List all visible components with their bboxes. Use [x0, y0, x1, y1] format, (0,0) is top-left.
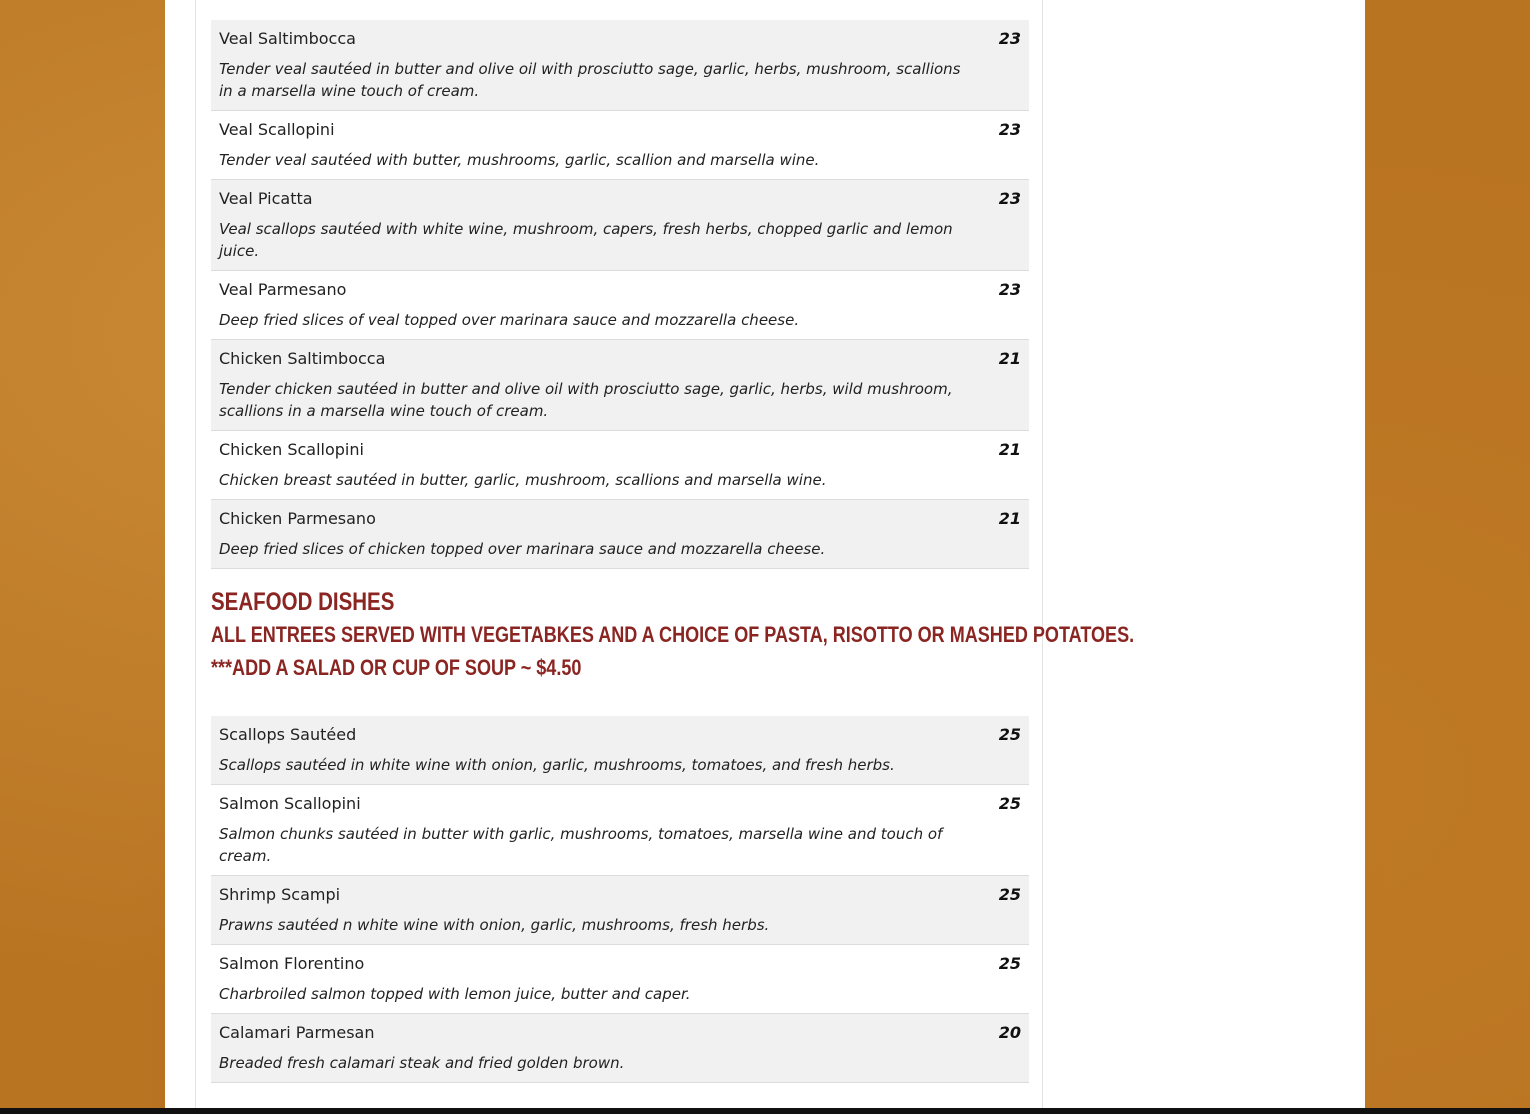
menu-item-salmon-florentino — [211, 945, 1029, 1014]
menu-item-description: Tender veal sautéed with butter, mushrooms, garlic, scallion and marsella wine. — [219, 151, 820, 169]
menu-item-description: Prawns sautéed n white wine with onion, garlic, mushrooms, fresh herbs. — [219, 916, 770, 934]
entree-menu-list — [211, 20, 1029, 569]
menu-item-name: Veal Parmesano — [219, 280, 347, 299]
menu-item-calamari-parmesan — [211, 1014, 1029, 1083]
section-addon-note: ***ADD A SALAD OR CUP OF SOUP ~ $4.50 — [211, 655, 582, 680]
menu-item-veal-scallopini — [211, 111, 1029, 180]
menu-item-description: Scallops sautéed in white wine with onion, garlic, mushrooms, tomatoes, and fresh herbs. — [219, 756, 895, 774]
menu-item-name: Chicken Parmesano — [219, 509, 376, 528]
seafood-section-heading — [211, 586, 1135, 684]
menu-item-chicken-parmesano — [211, 500, 1029, 569]
menu-item-veal-saltimbocca — [211, 20, 1029, 111]
section-note: ALL ENTREES SERVED WITH VEGETABKES AND A CHOICE OF PASTA, RISOTTO OR MASHED POTATOES. — [211, 622, 1135, 647]
menu-item-description: Deep fried slices of veal topped over marinara sauce and mozzarella cheese. — [219, 311, 800, 329]
menu-item-description: Chicken breast sautéed in butter, garlic, mushroom, scallions and marsella wine. — [219, 471, 827, 489]
seafood-menu-list — [211, 716, 1029, 1083]
menu-item-salmon-scallopini — [211, 785, 1029, 876]
menu-item-shrimp-scampi — [211, 876, 1029, 945]
menu-item-price: 23 — [998, 120, 1021, 139]
menu-item-price: 21 — [998, 349, 1021, 368]
menu-item-name: Chicken Saltimbocca — [219, 349, 386, 368]
menu-item-veal-picatta — [211, 180, 1029, 271]
menu-item-price: 25 — [998, 885, 1021, 904]
menu-item-description: Tender chicken sautéed in butter and olive oil with prosciutto sage, garlic, herbs, wild mushroom, scallions in a marsella wine touch of cream. — [219, 380, 953, 420]
menu-item-name: Shrimp Scampi — [219, 885, 341, 904]
menu-item-name: Chicken Scallopini — [219, 440, 364, 459]
menu-item-description: Tender veal sautéed in butter and olive oil with prosciutto sage, garlic, herbs, mushroom, scallions in a marsella wine touch of cream. — [219, 60, 961, 100]
menu-item-scallops-sauteed — [211, 716, 1029, 785]
menu-item-description: Breaded fresh calamari steak and fried golden brown. — [219, 1054, 625, 1072]
footer-bar — [0, 1108, 1530, 1114]
menu-item-description: Deep fried slices of chicken topped over marinara sauce and mozzarella cheese. — [219, 540, 826, 558]
menu-item-name: Calamari Parmesan — [219, 1023, 375, 1042]
menu-item-price: 21 — [998, 509, 1021, 528]
menu-item-description: Salmon chunks sautéed in butter with garlic, mushrooms, tomatoes, marsella wine and touch of cream. — [219, 825, 943, 865]
menu-item-name: Salmon Scallopini — [219, 794, 361, 813]
menu-item-veal-parmesano — [211, 271, 1029, 340]
menu-content — [195, 0, 1135, 1108]
menu-item-description: Charbroiled salmon topped with lemon juice, butter and caper. — [219, 985, 691, 1003]
menu-item-price: 23 — [998, 189, 1021, 208]
section-title: SEAFOOD DISHES — [211, 588, 395, 616]
menu-item-chicken-scallopini — [211, 431, 1029, 500]
menu-item-chicken-saltimbocca — [211, 340, 1029, 431]
menu-item-name: Salmon Florentino — [219, 954, 365, 973]
menu-item-name: Scallops Sautéed — [219, 725, 357, 744]
menu-item-price: 21 — [998, 440, 1021, 459]
menu-item-price: 25 — [998, 725, 1021, 744]
menu-item-price: 25 — [998, 954, 1021, 973]
page-wrapper — [165, 0, 1365, 1108]
menu-item-name: Veal Scallopini — [219, 120, 335, 139]
menu-item-price: 23 — [998, 280, 1021, 299]
menu-item-name: Veal Saltimbocca — [219, 29, 356, 48]
menu-item-name: Veal Picatta — [219, 189, 313, 208]
menu-item-description: Veal scallops sautéed with white wine, mushroom, capers, fresh herbs, chopped garlic and lemon juice. — [219, 220, 953, 260]
menu-item-price: 20 — [998, 1023, 1021, 1042]
menu-item-price: 25 — [998, 794, 1021, 813]
menu-item-price: 23 — [998, 29, 1021, 48]
